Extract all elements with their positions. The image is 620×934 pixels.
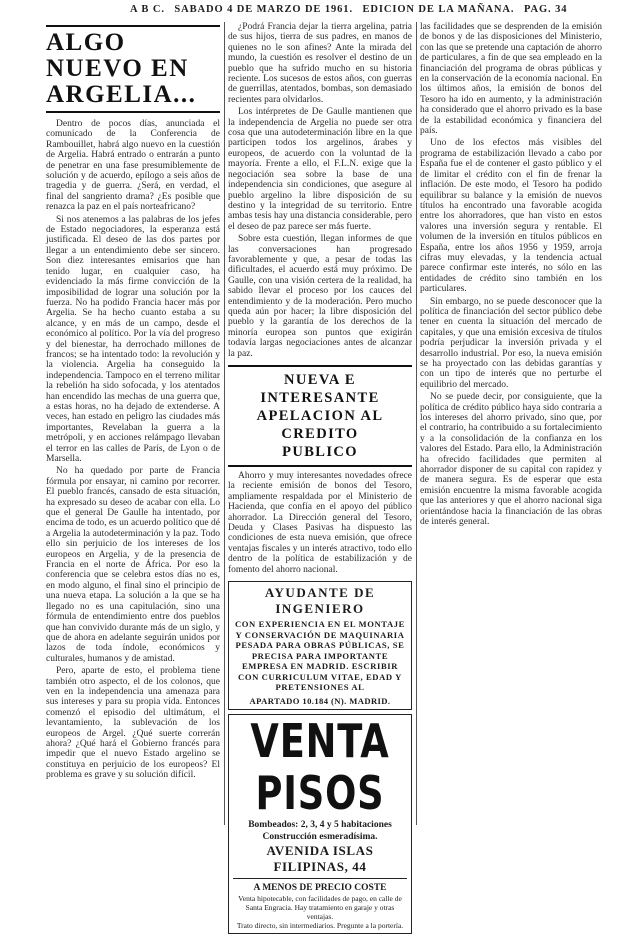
header-page-number: PAG. 34 bbox=[523, 4, 568, 15]
headline-rule-bottom bbox=[46, 111, 220, 113]
sale-ad-headline: VENTA PISOS bbox=[250, 713, 390, 820]
engineer-job-ad bbox=[228, 581, 412, 710]
header-publication: A B C. bbox=[130, 4, 165, 15]
sale-ad-construction: Construcción esmeradísima. bbox=[262, 831, 378, 842]
credit-notice-headline-line-2: APELACION AL CREDITO bbox=[256, 408, 384, 442]
column-rule-2 bbox=[416, 22, 417, 825]
header-edition: EDICION DE LA MAÑANA. bbox=[362, 4, 515, 15]
engineer-ad-title: AYUDANTE DE INGENIERO bbox=[264, 585, 376, 617]
sale-ad-contact: Trato directo, sin intermediarios. Pregunte a la portería. bbox=[236, 920, 404, 930]
headline-line-2: ARGELIA... bbox=[46, 81, 197, 108]
credit-notice-headline-line-1: NUEVA E INTERESANTE bbox=[260, 372, 380, 406]
article-2-paragraph: Sobre esta cuestión, llegan informes de que las conversaciones han progresado favorablemente y que, a pesar de todas las dificultades, el acuerdo está muy próximo. De Gaulle, con una visión certera de la realidad, ha sabido llevar el proceso por los cauces del entendimiento y de la moderación. Pero mucho queda aún por hacer; la libre disposición del pueblo y la garantía de los derechos de la minoría europea son puntos que exigirán todavía largas negociaciones antes de alcanzar la paz. bbox=[228, 234, 412, 359]
headline-rule-top bbox=[46, 25, 220, 27]
article-3-paragraph: Sin embargo, no se puede desconocer que la política de financiación del sector público debe tener en cuenta la situación del mercado de capitales, y que una emisión excesiva de títulos podría perjudicar la inversión privada y el desarrollo industrial. Por eso, la nueva emisión se ha proyectado con las debidas garantías y con un tipo de interés que no perturbe el equilibrio del mercado. bbox=[420, 296, 602, 390]
credit-notice-headline bbox=[228, 365, 412, 467]
credit-notice-paragraph: Ahorro y muy interesantes novedades ofrece la reciente emisión de bonos del Tesoro, ampliamente respaldada por el Ministerio de Hacienda, que confía en el apoyo del público ahorrador. La Dirección general del Tesoro, Deuda y Clases Pasivas ha dispuesto las condiciones de esta nueva emisión, que ofrece ventajas fiscales y un interés atractivo, todo ello dentro de la política de estabilización y de fomento del ahorro nacional. bbox=[228, 471, 412, 575]
sale-ad-price: A MENOS DE PRECIO COSTE bbox=[253, 882, 387, 893]
credit-notice-headline-line-3: PUBLICO bbox=[282, 444, 358, 460]
column-1 bbox=[46, 22, 220, 827]
header-date: SABADO 4 DE MARZO DE 1961. bbox=[174, 4, 353, 15]
apartment-sale-ad bbox=[228, 714, 412, 934]
article-1-paragraph: Si nos atenemos a las palabras de los jefes de Estado negociadores, la esperanza está justificada. El deseo de las dos partes por llegar a un entendimiento debe ser sincero. Son diez interesantes emisarios que han tenido lugar, en cualquier caso, ha evidenciado la más firme convicción de la imposibilidad de lograr una solución por la fuerza. No ha podido Francia hacer más por Argelia. Se ha hecho cuanto estaba a su alcance, y en más de un campo, desde el económico al político. Por la vía del progreso y del bienestar, ha derrochado millones de francos; se ha intentado todo: la revolución y la violencia. Argelia ha conseguido la independencia. Tampoco en el terreno militar la rebelión ha sido sofocada, y los atentados han encendido las mechas de una guerra que, a estas horas, no ha dejado de extenderse. A veces, han estado en peligro las ciudades más importantes, Revelaban la guerra a la metrópoli, y en acciones relámpago llevaban el terror en las calles de París, de Lyon o de Marsella. bbox=[46, 214, 220, 464]
article-2-paragraph: Los intérpretes de De Gaulle mantienen que la independencia de Argelia no puede ser otra cosa que una autodeterminación libre en la que participen todos los argelinos, árabes y europeos, de acuerdo con la voluntad de la mayoría. Frente a ello, el F.L.N. exige que la negociación sea sobre la base de una independencia sin condiciones, que asegure al pueblo argelino la libre disposición de su destino y la integridad de su territorio. Entre ambas tesis hay una distancia considerable, pero el deseo de paz parece ser más fuerte. bbox=[228, 107, 412, 232]
sale-ad-divider bbox=[233, 878, 407, 879]
column-rule-1 bbox=[224, 22, 225, 825]
column-3 bbox=[420, 22, 602, 827]
article-3-paragraph: Uno de los efectos más visibles del programa de estabilización llevado a cabo por España fue el de contener el gasto público y el de limitar el crédito con el fin de frenar la inflación. De este modo, el Tesoro ha podido equilibrar su balance y la emisión de nuevos títulos ha encontrado una favorable acogida entre los ahorradores, que han visto en estos valores una inversión segura y rentable. El volumen de la inversión en títulos públicos en España, entre los años 1956 y 1959, arroja cifras muy elevadas, y la tendencia actual parece confirmar este interés, no sólo en las entidades de crédito sino también en los particulares. bbox=[420, 138, 602, 295]
engineer-ad-body: CON EXPERIENCIA EN EL MONTAJE Y CONSERVACIÓN DE MAQUINARIA PESADA PARA OBRAS PÚBLICAS, SE PRECISA PARA IMPORTANTE EMPRESA EN MADRID. ESCRIBIR CON CURRICULUM VITAE, EDAD Y PRETENSIONES AL bbox=[234, 619, 406, 693]
sale-ad-address: AVENIDA ISLAS FILIPINAS, 44 bbox=[266, 842, 374, 874]
sale-ad-details: Venta hipotecable, con facilidades de pago, en calle de Santa Engracia. Hay tratamiento en garaje y otras ventajas. bbox=[238, 893, 402, 921]
engineer-ad-contact: APARTADO 10.184 (N). MADRID. bbox=[249, 695, 391, 706]
page-header bbox=[130, 4, 600, 20]
article-3-paragraph: las facilidades que se desprenden de la emisión de bonos y de las disposiciones del Ministerio, con las que se pretende una captación de ahorro de particulares, a fin de que sea empleado en la financiación del programa de obras públicas y en la conservación de la economía nacional. En los últimos años, la emisión de bonos del Tesoro ha ido en aumento, y la administración ha considerado que el ahorro privado es la base de la estabilidad económica y financiera del país. bbox=[420, 22, 602, 137]
article-2-paragraph: ¿Podrá Francia dejar la tierra argelina, patria de sus hijos, tierra de sus padres, en manos de quienes no le son afines? Ante la mirada del mundo, la cuestión es resolver el destino de un pueblo que ha sufrido mucho en su historia reciente. Los sucesos de estos años, con guerras de guerrillas, atentados, bombas, son demasiado recientes para olvidarlos. bbox=[228, 22, 412, 105]
article-1-headline bbox=[46, 25, 220, 113]
article-1-paragraph: Dentro de pocos días, anunciada el comunicado de la Conferencia de Rambouillet, habrá algo nuevo en la cuestión de Argelia. Habrá entrado o entrarán a punto de penetrar en una fase presumiblemente de solución y de acuerdo, epílogo a seis años de tragedia y de guerra. ¿Será, en verdad, el final del sangriento drama? ¿Es posible que renazca la paz en el país norteafricano? bbox=[46, 119, 220, 213]
sale-ad-rooms: Bombeados: 2, 3, 4 y 5 habitaciones bbox=[248, 819, 392, 830]
article-1-paragraph: Pero, aparte de esto, el problema tiene también otro aspecto, el de los colonos, que ven en la independencia una amenaza para sus intereses y para su propia vida. Entonces comenzó el episodio del ultimátum, el levantamiento, la sublevación de los europeos de Argel. ¿Qué suerte correrán ahora? ¿Qué hará el Gobierno francés para impedir que el nuevo Estado argelino se constituya en perjuicio de los europeos? El problema es grave y su solución difícil. bbox=[46, 666, 220, 781]
article-1-paragraph: No ha quedado por parte de Francia fórmula por ensayar, ni camino por recorrer. El pueblo francés, cansado de esta situación, ha expresado su deseo de acabar con ella. Lo que el general De Gaulle ha intentado, por encima de todo, es un acuerdo político que dé a Argelia la autodeterminación y la paz. Todo ello sin perjuicio de los intereses de los europeos en Argelia, y de la presencia de Francia en el norte de África. Por eso la conferencia que se celebra estos días no es, en modo alguno, el final sino el principio de una nueva etapa. La solución a la que se ha llegado no es una capitulación, sino una fórmula de entendimiento entre dos pueblos que han convivido durante más de un siglo, y que de ahora en adelante seguirán unidos por lazos de toda índole, económicos y culturales, humanos y de amistad. bbox=[46, 466, 220, 664]
article-3-paragraph: No se puede decir, por consiguiente, que la política de crédito público haya sido contraria a los intereses del ahorro privado, sino que, por el contrario, ha contribuido a su fortalecimiento y a la consolidación de la confianza en los valores del Estado. Para ello, la Administración ha ofrecido facilidades que permiten al ahorrador disponer de su capital con rapidez y de manera segura. Es de esperar que esta emisión encuentre la misma favorable acogida que las anteriores y que el ahorro nacional siga orientándose hacia la financiación de las obras de interés general. bbox=[420, 392, 602, 528]
column-2 bbox=[228, 22, 412, 930]
headline-line-1: ALGO NUEVO EN bbox=[46, 29, 189, 82]
